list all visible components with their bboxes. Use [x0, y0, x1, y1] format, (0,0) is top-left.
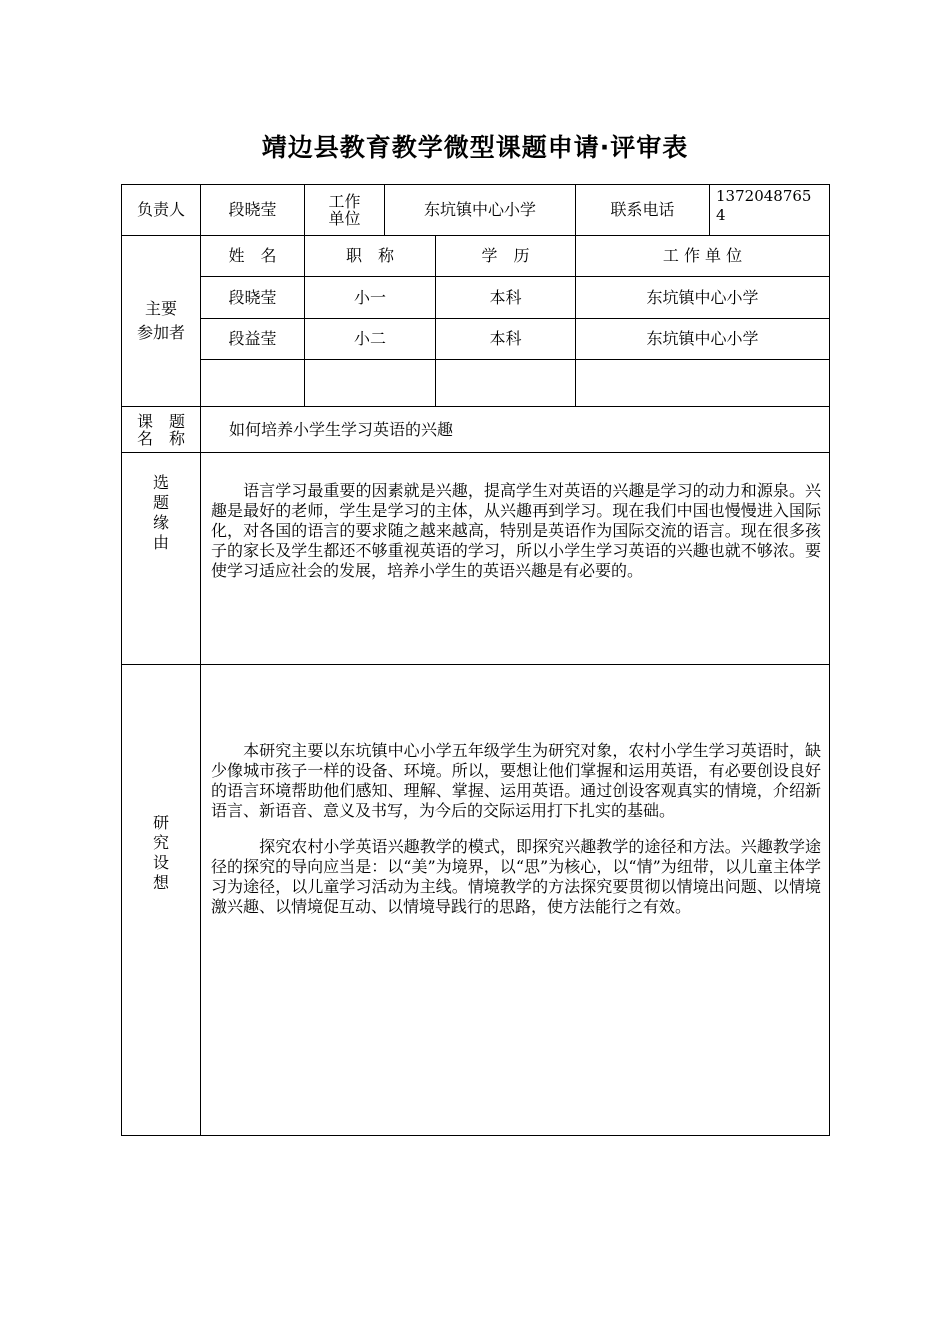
reason-paragraph: 语言学习最重要的因素就是兴趣，提高学生对英语的兴趣是学习的动力和源泉。兴趣是最好的老师，学生是学习的主体，从兴趣再到学习。现在我们中国也慢慢进入国际化，对各国的语言的要求随之越来越高，特别是英语作为国际交流的语言。现在很多孩子的家长及学生都还不够重视英语的学习，所以小学生学习英语的兴趣也就不够浓。要使学习适应社会的发展，培养小学生的英语兴趣是有必要的。: [211, 481, 822, 580]
participants-header-row: [122, 236, 830, 277]
participant-education: [436, 360, 576, 407]
topic-label-line-2: 名 称: [136, 428, 185, 448]
participant-name: 段晓莹: [201, 277, 305, 319]
column-education: 学 历: [436, 236, 576, 277]
participants-label-line-1: 主要: [144, 299, 177, 318]
participants-section-label: [122, 236, 201, 407]
research-row: [122, 665, 830, 1136]
research-label-char: 设: [152, 853, 169, 872]
reason-label-char: 缘: [152, 513, 169, 532]
reason-label-char: 由: [152, 533, 169, 552]
research-paragraph-2: 探究农村小学英语兴趣教学的模式，即探究兴趣教学的途径和方法。兴趣教学途径的探究的导向应当是：以“美”为境界，以“思”为核心，以“情”为纽带，以儿童主体学习为途径，以儿童学习活动为主线。情境教学的方法探究要贯彻以情境出问题、以情境激兴趣、以情境促互动、以情境导践行的思路，使方法能行之有效。: [211, 837, 822, 916]
research-content: [201, 665, 830, 1136]
phone-value: [710, 185, 830, 236]
participant-name: [201, 360, 305, 407]
participant-title: 小二: [305, 319, 436, 360]
reason-content: [201, 453, 830, 665]
research-label-char: 研: [152, 813, 169, 832]
participant-title: 小一: [305, 277, 436, 319]
unit-label-line-1: 工作: [328, 192, 361, 211]
topic-value: 如何培养小学生学习英语的兴趣: [201, 407, 830, 453]
unit-label-line-2: 单位: [328, 209, 361, 228]
topic-label-line-1: 课 题: [136, 411, 185, 431]
leader-value: 段晓莹: [201, 185, 305, 236]
participant-name: 段益莹: [201, 319, 305, 360]
participant-education: 本科: [436, 277, 576, 319]
participant-title: [305, 360, 436, 407]
unit-value: 东坑镇中心小学: [385, 185, 576, 236]
unit-label: [305, 185, 385, 236]
document-title: 靖边县教育教学微型课题申请·评审表: [261, 133, 689, 162]
topic-label: [122, 407, 201, 453]
participant-unit: 东坑镇中心小学: [576, 319, 830, 360]
research-label-char: 究: [152, 833, 169, 852]
header-row: [122, 185, 830, 236]
participant-education: 本科: [436, 319, 576, 360]
phone-label: 联系电话: [576, 185, 710, 236]
reason-label: [122, 453, 201, 665]
participant-row-empty: [122, 360, 830, 407]
leader-label: 负责人: [122, 185, 201, 236]
phone-value-line-2: 4: [716, 205, 726, 224]
research-label: [122, 665, 201, 1136]
research-label-char: 想: [152, 873, 169, 892]
participant-row: [122, 319, 830, 360]
participant-unit: [576, 360, 830, 407]
reason-row: [122, 453, 830, 665]
participant-unit: 东坑镇中心小学: [576, 277, 830, 319]
column-title: 职 称: [305, 236, 436, 277]
participant-row: [122, 277, 830, 319]
phone-value-line-1: 1372048765: [716, 187, 812, 205]
reason-label-char: 题: [152, 493, 169, 512]
column-name: 姓 名: [201, 236, 305, 277]
reason-label-char: 选: [152, 473, 169, 492]
topic-row: [122, 407, 830, 453]
research-paragraph-1: 本研究主要以东坑镇中心小学五年级学生为研究对象，农村小学生学习英语时，缺少像城市孩子一样的设备、环境。所以，要想让他们掌握和运用英语，有必要创设良好的语言环境帮助他们感知、理解、掌握、运用英语。通过创设客观真实的情境，介绍新语言、新语音、意义及书写，为今后的交际运用打下扎实的基础。: [211, 741, 822, 820]
participants-label-line-2: 参加者: [136, 323, 185, 342]
application-form-table: [121, 184, 830, 1136]
column-work-unit: 工 作 单 位: [576, 236, 830, 277]
